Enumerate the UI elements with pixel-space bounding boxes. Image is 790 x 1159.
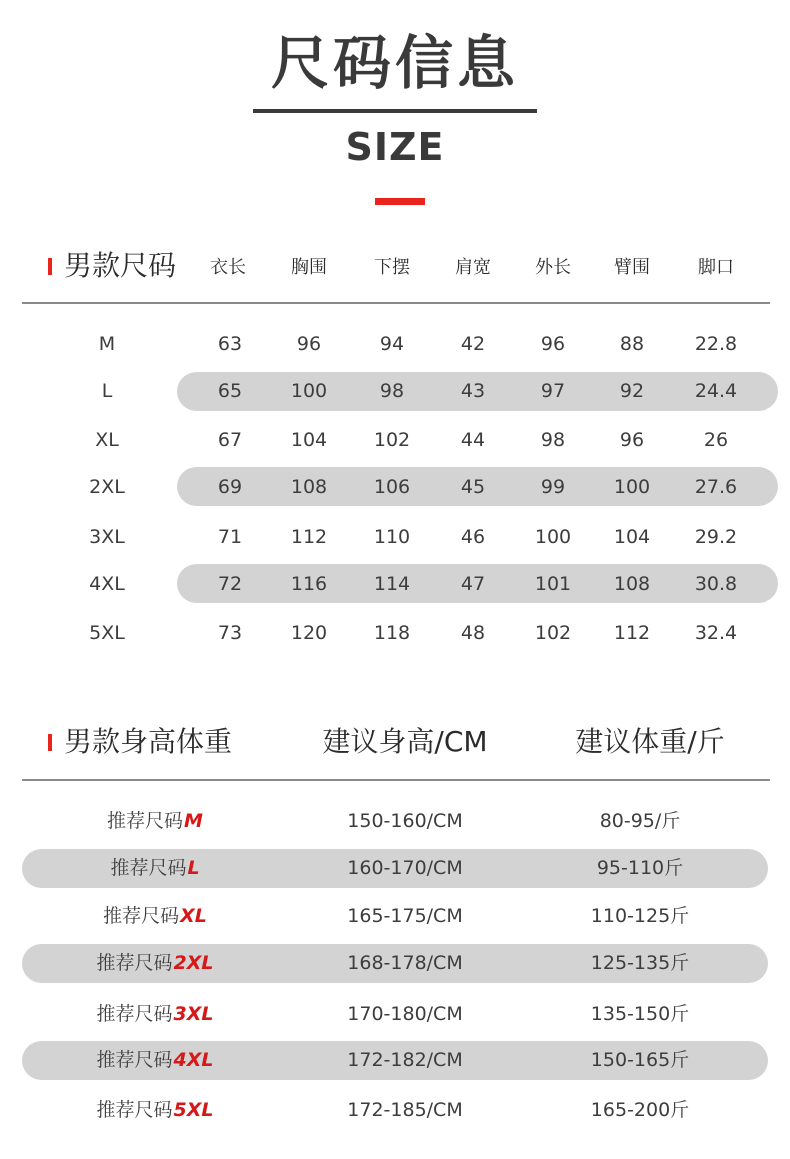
- size-value: 48: [460, 622, 486, 644]
- weight-value: 95-110斤: [596, 857, 684, 879]
- table-row: [0, 897, 790, 936]
- size-value: 102: [373, 429, 411, 451]
- size-value: 27.6: [694, 476, 738, 498]
- recommend-label: [40, 1091, 270, 1130]
- height-value: 172-185/CM: [347, 1099, 463, 1121]
- recommend-size: XL: [180, 905, 207, 927]
- table-divider: [22, 302, 770, 304]
- recommend-size: 4XL: [173, 1049, 214, 1071]
- accent-bar: [375, 198, 425, 205]
- size-label: 5XL: [89, 622, 125, 644]
- recommend-label: [40, 802, 270, 841]
- size-value: 30.8: [694, 573, 738, 595]
- weight-value: 80-95/斤: [599, 810, 681, 832]
- size-value: 94: [379, 333, 405, 355]
- size-value: 108: [290, 476, 328, 498]
- size-value: 45: [460, 476, 486, 498]
- recommend-text: 推荐尺码: [96, 1049, 173, 1071]
- page-title: 尺码信息: [270, 29, 519, 97]
- table-row: [0, 944, 790, 983]
- size-value: 100: [290, 380, 328, 402]
- height-value: 168-178/CM: [347, 952, 463, 974]
- size-value: 24.4: [694, 380, 738, 402]
- size-value: 44: [460, 429, 486, 451]
- size-value: 26: [703, 429, 729, 451]
- size-value: 92: [619, 380, 645, 402]
- recommend-text: 推荐尺码: [96, 952, 173, 974]
- recommend-size: L: [187, 857, 200, 879]
- size-value: 65: [217, 380, 243, 402]
- height-value: 170-180/CM: [347, 1003, 463, 1025]
- fit-section-title: 男款身高体重: [64, 725, 233, 758]
- recommend-label: [40, 944, 270, 983]
- size-value: 72: [217, 573, 243, 595]
- column-header: 建议身高/CM: [322, 725, 488, 758]
- size-value: 96: [296, 333, 322, 355]
- recommend-text: 推荐尺码: [96, 1003, 173, 1025]
- table-row: [0, 325, 790, 364]
- height-value: 165-175/CM: [347, 905, 463, 927]
- size-value: 97: [540, 380, 566, 402]
- recommend-size: M: [184, 810, 203, 832]
- section-marker: [48, 734, 52, 751]
- size-value: 47: [460, 573, 486, 595]
- size-value: 102: [534, 622, 572, 644]
- table-row: [0, 468, 790, 507]
- size-value: 67: [217, 429, 243, 451]
- size-value: 69: [217, 476, 243, 498]
- size-value: 32.4: [694, 622, 738, 644]
- size-value: 116: [290, 573, 328, 595]
- weight-value: 135-150斤: [590, 1003, 690, 1025]
- table-row: [0, 518, 790, 557]
- recommend-size: 3XL: [173, 1003, 214, 1025]
- column-header: 外长: [535, 257, 571, 278]
- size-value: 104: [613, 526, 651, 548]
- table-divider: [22, 779, 770, 781]
- size-value: 104: [290, 429, 328, 451]
- table-row: [0, 614, 790, 653]
- recommend-text: 推荐尺码: [96, 1099, 173, 1121]
- column-header: 衣长: [210, 257, 246, 278]
- size-value: 98: [540, 429, 566, 451]
- size-label: 4XL: [89, 573, 125, 595]
- size-value: 96: [540, 333, 566, 355]
- recommend-text: 推荐尺码: [103, 905, 180, 927]
- size-value: 101: [534, 573, 572, 595]
- table-row: [0, 565, 790, 604]
- size-section-title: 男款尺码: [64, 249, 177, 282]
- recommend-label: [40, 897, 270, 936]
- size-value: 110: [373, 526, 411, 548]
- size-value: 42: [460, 333, 486, 355]
- table-row: [0, 849, 790, 888]
- table-row: [0, 802, 790, 841]
- size-value: 100: [534, 526, 572, 548]
- size-value: 120: [290, 622, 328, 644]
- recommend-text: 推荐尺码: [110, 857, 187, 879]
- page-subtitle: SIZE: [345, 125, 445, 169]
- table-row: [0, 421, 790, 460]
- table-row: [0, 1041, 790, 1080]
- size-value: 22.8: [694, 333, 738, 355]
- column-header: 胸围: [291, 257, 327, 278]
- size-value: 118: [373, 622, 411, 644]
- size-value: 112: [613, 622, 651, 644]
- column-header: 建议体重/斤: [575, 725, 725, 758]
- size-value: 43: [460, 380, 486, 402]
- size-value: 114: [373, 573, 411, 595]
- table-row: [0, 1091, 790, 1130]
- size-label: M: [98, 333, 116, 355]
- title-underline: [253, 109, 537, 113]
- weight-value: 125-135斤: [590, 952, 690, 974]
- table-row: [0, 995, 790, 1034]
- recommend-text: 推荐尺码: [107, 810, 184, 832]
- column-header: 下摆: [374, 257, 410, 278]
- size-label: 2XL: [89, 476, 125, 498]
- size-value: 29.2: [694, 526, 738, 548]
- size-value: 46: [460, 526, 486, 548]
- weight-value: 110-125斤: [590, 905, 690, 927]
- size-label: L: [101, 380, 113, 402]
- size-label: XL: [95, 429, 119, 451]
- size-value: 96: [619, 429, 645, 451]
- size-value: 106: [373, 476, 411, 498]
- size-value: 73: [217, 622, 243, 644]
- recommend-size: 5XL: [173, 1099, 214, 1121]
- column-header: 脚口: [698, 257, 734, 278]
- size-value: 99: [540, 476, 566, 498]
- size-value: 112: [290, 526, 328, 548]
- size-value: 108: [613, 573, 651, 595]
- size-value: 71: [217, 526, 243, 548]
- table-row: [0, 372, 790, 411]
- height-value: 172-182/CM: [347, 1049, 463, 1071]
- recommend-size: 2XL: [173, 952, 214, 974]
- size-label: 3XL: [89, 526, 125, 548]
- size-value: 63: [217, 333, 243, 355]
- column-header: 肩宽: [455, 257, 491, 278]
- weight-value: 150-165斤: [590, 1049, 690, 1071]
- height-value: 160-170/CM: [347, 857, 463, 879]
- recommend-label: [40, 995, 270, 1034]
- size-value: 88: [619, 333, 645, 355]
- height-value: 150-160/CM: [347, 810, 463, 832]
- weight-value: 165-200斤: [590, 1099, 690, 1121]
- section-marker: [48, 258, 52, 275]
- recommend-label: [40, 1041, 270, 1080]
- size-value: 100: [613, 476, 651, 498]
- size-value: 98: [379, 380, 405, 402]
- recommend-label: [40, 849, 270, 888]
- column-header: 臂围: [614, 257, 650, 278]
